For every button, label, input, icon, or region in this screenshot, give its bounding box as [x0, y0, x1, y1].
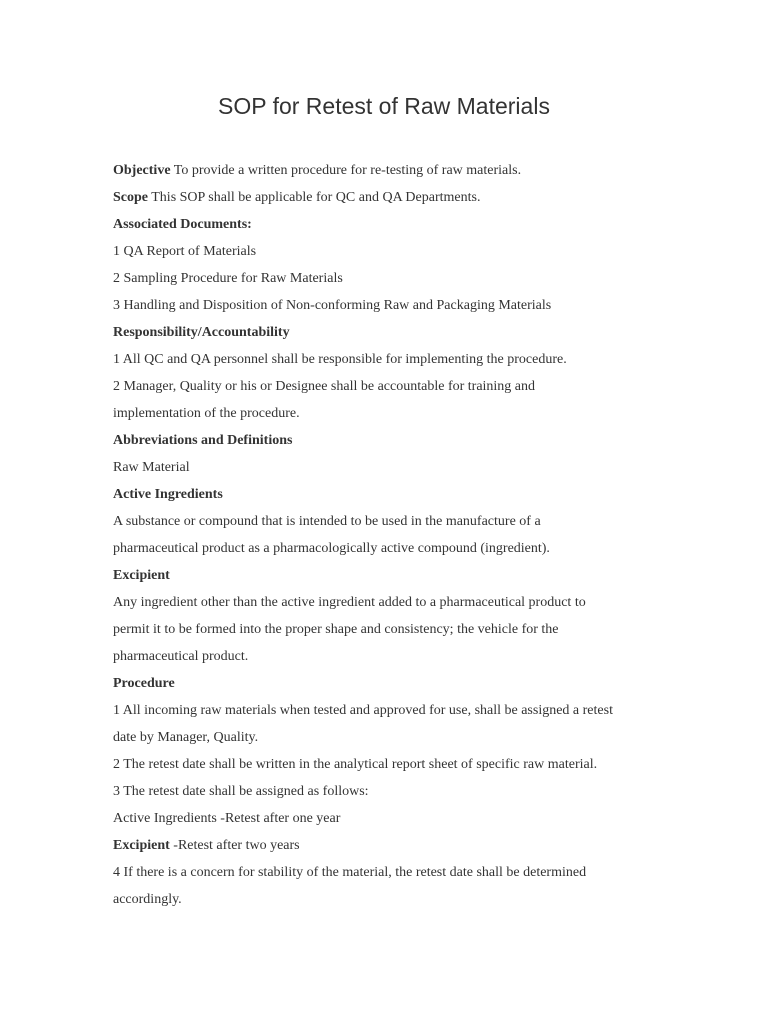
active-ingredients-definition: pharmaceutical product as a pharmacologically active compound (ingredient). — [113, 541, 550, 556]
objective-line — [113, 157, 673, 184]
procedure-heading: Procedure — [113, 676, 175, 691]
active-ingredients-definition: A substance or compound that is intended to be used in the manufacture of a — [113, 514, 541, 529]
abbreviations-heading: Abbreviations and Definitions — [113, 433, 293, 448]
active-ingredients-heading: Active Ingredients — [113, 487, 223, 502]
excipient-definition: permit it to be formed into the proper shape and consistency; the vehicle for the — [113, 622, 559, 637]
excipient-heading: Excipient — [113, 568, 170, 583]
document-title: SOP for Retest of Raw Materials — [218, 93, 550, 119]
procedure-line: date by Manager, Quality. — [113, 730, 259, 745]
excipient-retest-text: -Retest after two years — [169, 838, 300, 853]
responsibility-heading: Responsibility/Accountability — [113, 325, 290, 340]
objective-text: To provide a written procedure for re-testing of raw materials. — [170, 163, 522, 178]
responsibility-line: 2 Manager, Quality or his or Designee shall be accountable for training and — [113, 379, 536, 394]
document-body — [113, 157, 673, 913]
procedure-line: 1 All incoming raw materials when tested and approved for use, shall be assigned a retest — [113, 703, 613, 718]
associated-document-item: 1 QA Report of Materials — [113, 244, 257, 259]
excipient-retest-label: Excipient — [113, 838, 170, 853]
associated-documents-heading: Associated Documents: — [113, 217, 252, 232]
associated-document-item: 2 Sampling Procedure for Raw Materials — [113, 271, 343, 286]
procedure-line: 3 The retest date shall be assigned as follows: — [113, 784, 369, 799]
associated-document-item: 3 Handling and Disposition of Non-conforming Raw and Packaging Materials — [113, 298, 552, 313]
excipient-definition: Any ingredient other than the active ingredient added to a pharmaceutical product to — [113, 595, 586, 610]
scope-line — [113, 184, 673, 211]
procedure-line: 2 The retest date shall be written in the analytical report sheet of specific raw material. — [113, 757, 598, 772]
procedure-final-line: accordingly. — [113, 892, 182, 907]
objective-label: Objective — [113, 163, 171, 178]
responsibility-line: implementation of the procedure. — [113, 406, 300, 421]
responsibility-line: 1 All QC and QA personnel shall be responsible for implementing the procedure. — [113, 352, 567, 367]
scope-label: Scope — [113, 190, 148, 205]
excipient-retest-line — [113, 832, 673, 859]
raw-material-term: Raw Material — [113, 460, 190, 475]
scope-text: This SOP shall be applicable for QC and QA Departments. — [148, 190, 481, 205]
procedure-final-line: 4 If there is a concern for stability of the material, the retest date shall be determined — [113, 865, 587, 880]
excipient-definition: pharmaceutical product. — [113, 649, 249, 664]
procedure-line: Active Ingredients -Retest after one year — [113, 811, 341, 826]
